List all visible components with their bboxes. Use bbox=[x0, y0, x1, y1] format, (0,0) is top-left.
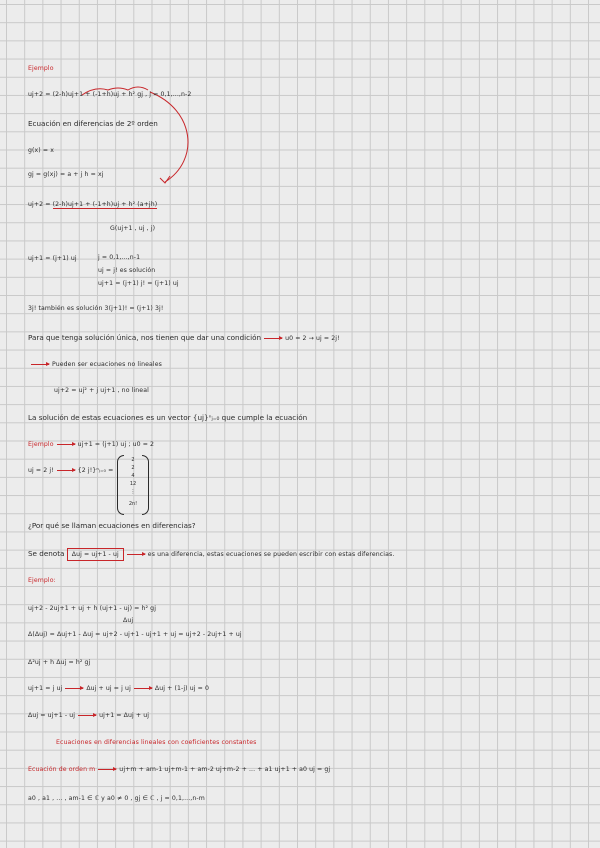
heading-ecuacion-orden-m: Ecuación de orden m bbox=[28, 766, 96, 773]
line-solucion-vector-a: La solución de estas ecuaciones es un vector {uj}ⁿⱼ₌₀ bbox=[28, 413, 220, 422]
equation-2 bbox=[28, 202, 157, 208]
example-2-solution-text: uj = 2 j! bbox=[28, 467, 54, 474]
equation-no-lineal: uj+2 = uj² + j uj+1 , no lineal bbox=[54, 387, 149, 394]
equation-3-check: uj+1 = (j+1) j! = (j+1) uj bbox=[98, 280, 179, 287]
arrow-icon bbox=[98, 769, 116, 770]
example-3-eq-3: Δ²uj + h Δuj = h² gj bbox=[28, 659, 91, 666]
heading-ejemplo-3: Ejemplo: bbox=[28, 577, 56, 584]
arrow-icon bbox=[78, 715, 96, 716]
example-3-eq-4b: Δuj + uj = j uj bbox=[86, 685, 131, 692]
line-denota bbox=[28, 550, 394, 558]
example-3-eq-1: uj+2 - 2uj+1 + uj + h (uj+1 - uj) = h² gj bbox=[28, 605, 157, 612]
heading-ecuaciones-lineales: Ecuaciones en diferencias lineales con coeficientes constantes bbox=[56, 739, 257, 746]
g-function-form: G(uj+1 , uj , j) bbox=[110, 225, 156, 232]
line-solucion-unica-cond: u0 = 2 → uj = 2j! bbox=[285, 335, 340, 342]
arrow-icon bbox=[127, 554, 145, 555]
vector-entry: 2n! bbox=[128, 501, 138, 507]
g-j-definition: gj = g(xj) = a + j h = xj bbox=[28, 171, 104, 178]
line-no-lineales bbox=[28, 362, 162, 368]
example-2-equation: uj+1 = (j+1) uj ; u0 = 2 bbox=[77, 441, 155, 448]
example-3-eq-4c: Δuj + (1-j) uj = 0 bbox=[154, 685, 210, 692]
equation-orden-m bbox=[28, 767, 330, 773]
heading-ejemplo-2: Ejemplo bbox=[28, 441, 54, 448]
equation-3-condition: j = 0,1,...,n-1 bbox=[98, 254, 141, 261]
example-2 bbox=[28, 442, 154, 448]
line-solucion-unica bbox=[28, 334, 340, 342]
vector-entry: 12 bbox=[129, 481, 137, 487]
vector-entry: ⋮ bbox=[130, 489, 136, 495]
question-diferencias: ¿Por qué se llaman ecuaciones en diferencias? bbox=[28, 521, 196, 530]
vector-entry: 2 bbox=[131, 457, 135, 463]
equation-description: Ecuación en diferencias de 2º orden bbox=[28, 119, 158, 128]
equation-2-lhs: uj+2 = bbox=[28, 201, 51, 208]
coefficients-conditions: a0 , a1 , ... , am-1 ∈ ℂ y a0 ≠ 0 , gj ∈ ℂ , j = 0,1,...,n-m bbox=[28, 795, 205, 802]
equation-orden-m-text: uj+m + am-1 uj+m-1 + am-2 uj+m-2 + ... + a1 uj+1 + a0 uj = gj bbox=[119, 766, 331, 773]
example-3-eq-5a: Δuj = uj+1 - uj bbox=[28, 712, 76, 719]
arrow-icon bbox=[31, 364, 49, 365]
arrow-icon bbox=[65, 688, 83, 689]
example-3-eq-5b: uj+1 = Δuj + uj bbox=[99, 712, 150, 719]
line-solucion-vector-b: que cumple la ecuación bbox=[221, 413, 308, 422]
example-3-eq-4 bbox=[28, 686, 209, 692]
example-3-eq-5 bbox=[28, 713, 149, 719]
example-2-solution bbox=[28, 468, 113, 474]
arrow-icon bbox=[57, 470, 75, 471]
g-function: g(x) = x bbox=[28, 147, 54, 154]
equation-1: uj+2 = (2-h)uj+1 + (-1+h)uj + h² gj , j = 0,1,...,n-2 bbox=[28, 91, 192, 98]
solution-vector bbox=[117, 455, 149, 513]
example-3-eq-1-label: Δuj bbox=[123, 617, 134, 624]
equation-3-solution: uj = j! es solución bbox=[98, 267, 156, 274]
example-2-vector-label: {2 j!}ⁿⱼ₌₀ = bbox=[77, 467, 114, 474]
line-solucion-unica-text: Para que tenga solución única, nos tienen que dar una condición bbox=[28, 333, 262, 342]
line-solucion-vector bbox=[28, 414, 307, 421]
line-no-lineales-text: Pueden ser ecuaciones no lineales bbox=[52, 361, 162, 368]
heading-ejemplo: Ejemplo bbox=[28, 65, 54, 72]
example-3-eq-4a: uj+1 = j uj bbox=[28, 685, 63, 692]
example-3-eq-2: Δ(Δuj) = Δuj+1 - Δuj = uj+2 - uj+1 - uj+1 + uj = uj+2 - 2uj+1 + uj bbox=[28, 631, 242, 638]
definition-delta-box: Δuj = uj+1 - uj bbox=[67, 548, 124, 561]
arrow-icon bbox=[57, 444, 75, 445]
equation-2-rhs: (2-h)uj+1 + (-1+h)uj + h² (a+jh) bbox=[52, 201, 158, 208]
arrow-icon bbox=[264, 338, 282, 339]
line-3j-solucion: 3j! también es solución 3(j+1)! = (j+1) 3j! bbox=[28, 305, 164, 312]
line-denota-b: es una diferencia, estas ecuaciones se pueden escribir con estas diferencias. bbox=[147, 551, 395, 558]
vector-entry: 2 bbox=[131, 465, 135, 471]
line-denota-a: Se denota bbox=[28, 549, 65, 558]
equation-3: uj+1 = (j+1) uj bbox=[28, 255, 77, 262]
arrow-icon bbox=[134, 688, 152, 689]
vector-entry: 4 bbox=[131, 473, 135, 479]
